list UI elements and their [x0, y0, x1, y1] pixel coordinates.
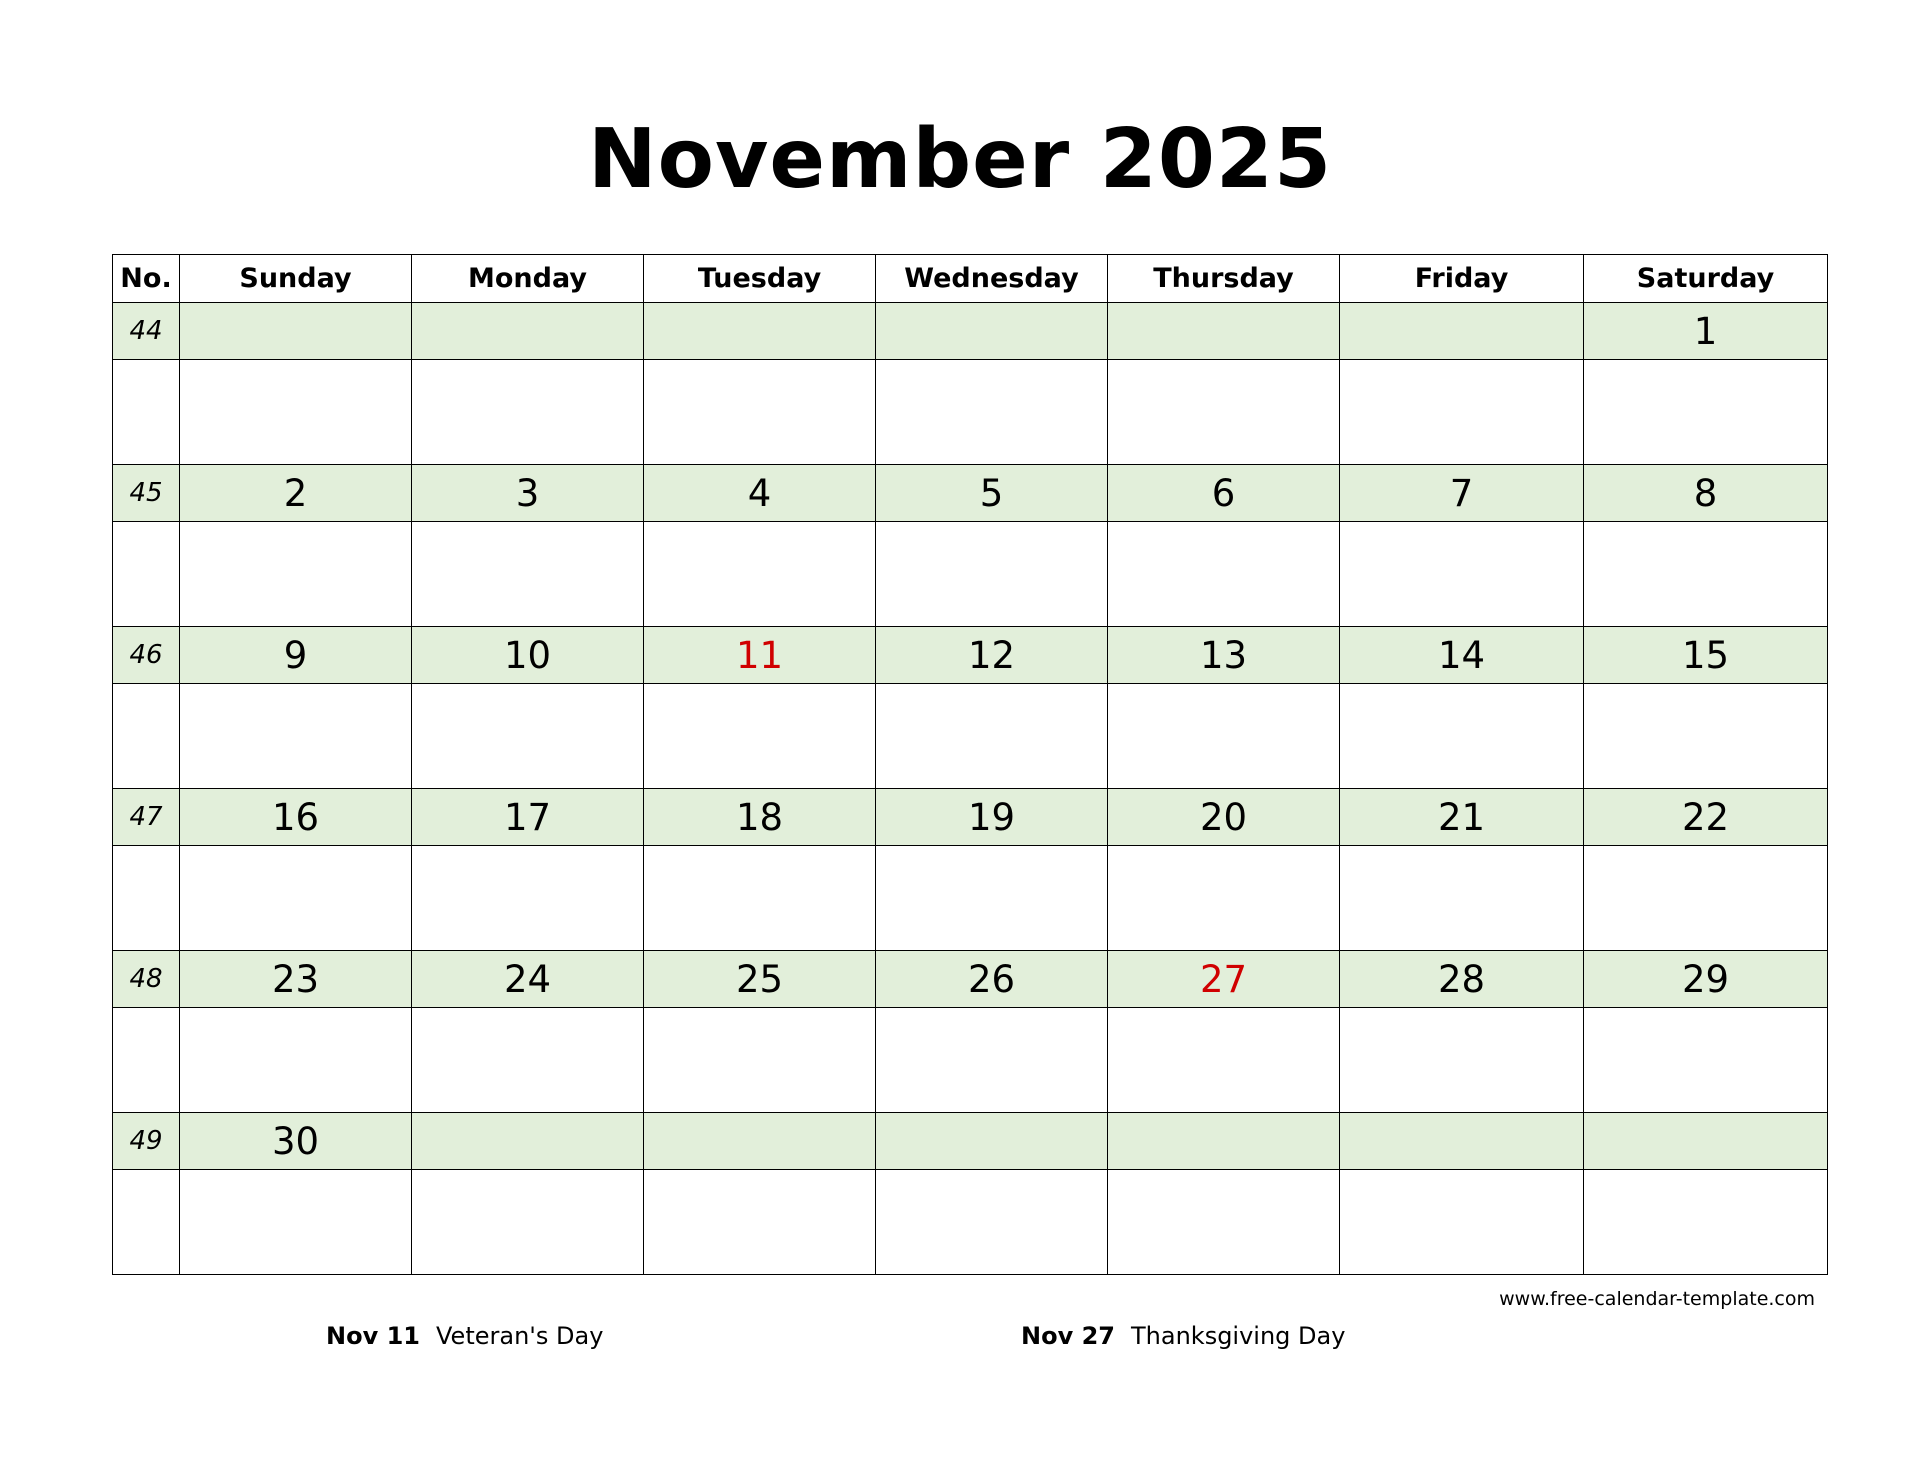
date-cell-friday[interactable] — [1340, 1113, 1584, 1170]
date-cell-sunday[interactable]: 23 — [180, 951, 412, 1008]
date-cell-tuesday[interactable] — [644, 303, 876, 360]
notes-cell-thursday[interactable] — [1108, 522, 1340, 627]
date-cell-monday[interactable]: 3 — [412, 465, 644, 522]
date-cell-monday[interactable]: 17 — [412, 789, 644, 846]
holiday-date: Nov 11 — [326, 1322, 420, 1350]
date-cell-tuesday[interactable] — [644, 1113, 876, 1170]
notes-cell-sunday[interactable] — [180, 684, 412, 789]
date-cell-saturday[interactable] — [1584, 1113, 1828, 1170]
website-link[interactable]: www.free-calendar-template.com — [1499, 1288, 1815, 1310]
notes-cell-saturday[interactable] — [1584, 1008, 1828, 1113]
notes-cell-wednesday[interactable] — [876, 684, 1108, 789]
notes-cell-wednesday[interactable] — [876, 1170, 1108, 1275]
notes-cell-thursday[interactable] — [1108, 1170, 1340, 1275]
holiday-date: Nov 27 — [1021, 1322, 1115, 1350]
date-cell-monday[interactable]: 10 — [412, 627, 644, 684]
notes-cell-friday[interactable] — [1340, 846, 1584, 951]
date-cell-friday[interactable]: 28 — [1340, 951, 1584, 1008]
notes-cell-thursday[interactable] — [1108, 846, 1340, 951]
notes-cell-tuesday[interactable] — [644, 684, 876, 789]
notes-cell-saturday[interactable] — [1584, 360, 1828, 465]
date-cell-friday[interactable]: 21 — [1340, 789, 1584, 846]
week-notes-row — [113, 522, 1828, 627]
notes-cell-tuesday[interactable] — [644, 1170, 876, 1275]
week-notes-spacer — [113, 684, 180, 789]
notes-cell-tuesday[interactable] — [644, 846, 876, 951]
week-number: 48 — [113, 951, 180, 1008]
notes-cell-tuesday[interactable] — [644, 1008, 876, 1113]
week-date-row — [113, 465, 1828, 522]
header-tuesday: Tuesday — [644, 255, 876, 303]
date-cell-tuesday[interactable]: 11 — [644, 627, 876, 684]
header-wednesday: Wednesday — [876, 255, 1108, 303]
date-cell-monday[interactable]: 24 — [412, 951, 644, 1008]
date-cell-tuesday[interactable]: 18 — [644, 789, 876, 846]
notes-cell-monday[interactable] — [412, 1170, 644, 1275]
notes-cell-sunday[interactable] — [180, 1170, 412, 1275]
date-cell-wednesday[interactable]: 19 — [876, 789, 1108, 846]
date-cell-wednesday[interactable]: 12 — [876, 627, 1108, 684]
header-week-number: No. — [113, 255, 180, 303]
notes-cell-saturday[interactable] — [1584, 522, 1828, 627]
week-notes-row — [113, 684, 1828, 789]
notes-cell-monday[interactable] — [412, 360, 644, 465]
header-sunday: Sunday — [180, 255, 412, 303]
date-cell-thursday[interactable]: 13 — [1108, 627, 1340, 684]
week-number: 44 — [113, 303, 180, 360]
notes-cell-sunday[interactable] — [180, 846, 412, 951]
header-monday: Monday — [412, 255, 644, 303]
date-cell-friday[interactable] — [1340, 303, 1584, 360]
notes-cell-tuesday[interactable] — [644, 522, 876, 627]
holiday-name: Thanksgiving Day — [1131, 1322, 1346, 1350]
notes-cell-monday[interactable] — [412, 522, 644, 627]
holiday-item — [326, 1322, 603, 1350]
week-notes-row — [113, 1170, 1828, 1275]
notes-cell-sunday[interactable] — [180, 360, 412, 465]
notes-cell-wednesday[interactable] — [876, 522, 1108, 627]
date-cell-sunday[interactable]: 2 — [180, 465, 412, 522]
notes-cell-tuesday[interactable] — [644, 360, 876, 465]
calendar-title: November 2025 — [588, 112, 1332, 207]
week-notes-row — [113, 846, 1828, 951]
notes-cell-saturday[interactable] — [1584, 846, 1828, 951]
date-cell-sunday[interactable] — [180, 303, 412, 360]
date-cell-monday[interactable] — [412, 1113, 644, 1170]
date-cell-saturday[interactable]: 8 — [1584, 465, 1828, 522]
date-cell-thursday[interactable]: 6 — [1108, 465, 1340, 522]
date-cell-wednesday[interactable] — [876, 1113, 1108, 1170]
week-notes-spacer — [113, 522, 180, 627]
notes-cell-sunday[interactable] — [180, 522, 412, 627]
week-date-row — [113, 951, 1828, 1008]
date-cell-saturday[interactable]: 29 — [1584, 951, 1828, 1008]
notes-cell-thursday[interactable] — [1108, 360, 1340, 465]
week-notes-spacer — [113, 1008, 180, 1113]
calendar-grid — [112, 254, 1828, 1275]
notes-cell-wednesday[interactable] — [876, 360, 1108, 465]
notes-cell-sunday[interactable] — [180, 1008, 412, 1113]
notes-cell-wednesday[interactable] — [876, 846, 1108, 951]
holiday-name: Veteran's Day — [436, 1322, 604, 1350]
date-cell-sunday[interactable]: 9 — [180, 627, 412, 684]
date-cell-tuesday[interactable]: 25 — [644, 951, 876, 1008]
date-cell-friday[interactable]: 7 — [1340, 465, 1584, 522]
date-cell-monday[interactable] — [412, 303, 644, 360]
week-number: 47 — [113, 789, 180, 846]
week-notes-row — [113, 1008, 1828, 1113]
notes-cell-wednesday[interactable] — [876, 1008, 1108, 1113]
notes-cell-saturday[interactable] — [1584, 684, 1828, 789]
notes-cell-thursday[interactable] — [1108, 684, 1340, 789]
week-notes-row — [113, 360, 1828, 465]
header-saturday: Saturday — [1584, 255, 1828, 303]
week-date-row — [113, 627, 1828, 684]
date-cell-thursday[interactable] — [1108, 303, 1340, 360]
header-friday: Friday — [1340, 255, 1584, 303]
date-cell-saturday[interactable]: 22 — [1584, 789, 1828, 846]
week-number: 49 — [113, 1113, 180, 1170]
header-row — [113, 255, 1828, 303]
notes-cell-thursday[interactable] — [1108, 1008, 1340, 1113]
notes-cell-friday[interactable] — [1340, 1008, 1584, 1113]
date-cell-tuesday[interactable]: 4 — [644, 465, 876, 522]
notes-cell-friday[interactable] — [1340, 684, 1584, 789]
date-cell-friday[interactable]: 14 — [1340, 627, 1584, 684]
notes-cell-monday[interactable] — [412, 1008, 644, 1113]
notes-cell-friday[interactable] — [1340, 1170, 1584, 1275]
notes-cell-friday[interactable] — [1340, 360, 1584, 465]
date-cell-sunday[interactable]: 16 — [180, 789, 412, 846]
notes-cell-saturday[interactable] — [1584, 1170, 1828, 1275]
date-cell-wednesday[interactable] — [876, 303, 1108, 360]
notes-cell-monday[interactable] — [412, 684, 644, 789]
header-thursday: Thursday — [1108, 255, 1340, 303]
week-date-row — [113, 303, 1828, 360]
week-notes-spacer — [113, 360, 180, 465]
holiday-list — [0, 1322, 1920, 1362]
date-cell-saturday[interactable]: 15 — [1584, 627, 1828, 684]
notes-cell-friday[interactable] — [1340, 522, 1584, 627]
holiday-item — [1021, 1322, 1345, 1350]
week-date-row — [113, 1113, 1828, 1170]
notes-cell-monday[interactable] — [412, 846, 644, 951]
date-cell-thursday[interactable]: 20 — [1108, 789, 1340, 846]
week-notes-spacer — [113, 846, 180, 951]
date-cell-sunday[interactable]: 30 — [180, 1113, 412, 1170]
week-notes-spacer — [113, 1170, 180, 1275]
week-date-row — [113, 789, 1828, 846]
date-cell-wednesday[interactable]: 5 — [876, 465, 1108, 522]
week-number: 45 — [113, 465, 180, 522]
date-cell-saturday[interactable]: 1 — [1584, 303, 1828, 360]
date-cell-wednesday[interactable]: 26 — [876, 951, 1108, 1008]
date-cell-thursday[interactable] — [1108, 1113, 1340, 1170]
week-number: 46 — [113, 627, 180, 684]
date-cell-thursday[interactable]: 27 — [1108, 951, 1340, 1008]
